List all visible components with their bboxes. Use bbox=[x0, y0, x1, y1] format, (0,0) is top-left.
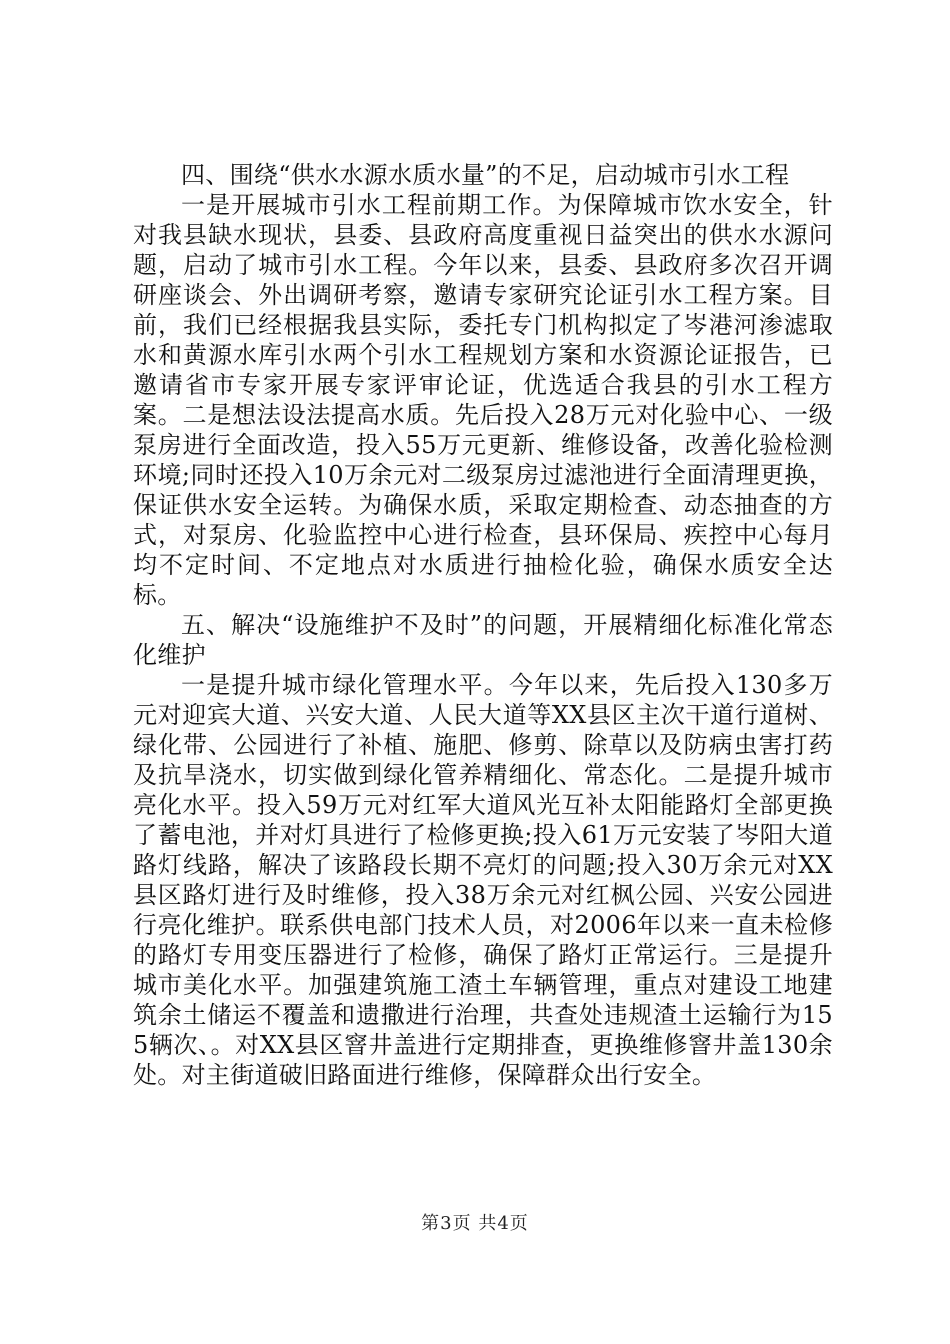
body-paragraph-water-project: 一是开展城市引水工程前期工作。为保障城市饮水安全，针对我县缺水现状，县委、县政府高度重视日益突出的供水水源问题，启动了城市引水工程。今年以来，县委、县政府多次召开调研座谈会、外出调研考察，邀请专家研究论证引水工程方案。目前，我们已经根据我县实际，委托专门机构拟定了岑港河渗滤取水和黄源水库引水两个引水工程规划方案和水资源论证报告，已邀请省市专家开展专家评审论证，优选适合我县的引水工程方案。二是想法设法提高水质。先后投入28万元对化验中心、一级泵房进行全面改造，投入55万元更新、维修设备，改善化验检测环境;同时还投入10万余元对二级泵房过滤池进行全面清理更换，保证供水安全运转。为确保水质，采取定期检查、动态抽查的方式，对泵房、化验监控中心进行检查，县环保局、疾控中心每月均不定时间、不定地点对水质进行抽检化验，确保水质安全达标。 bbox=[133, 191, 833, 609]
page-number-footer: 第3页 共4页 bbox=[421, 1213, 529, 1234]
document-body bbox=[133, 160, 833, 1090]
section-heading-four: 四、围绕“供水水源水质水量”的不足，启动城市引水工程 bbox=[181, 161, 790, 189]
body-paragraph-maintenance: 一是提升城市绿化管理水平。今年以来，先后投入130多万元对迎宾大道、兴安大道、人民大道等XX县区主次干道行道树、绿化带、公园进行了补植、施肥、修剪、除草以及防病虫害打药及抗旱浇水，切实做到绿化管养精细化、常态化。二是提升城市亮化水平。投入59万元对红军大道风光互补太阳能路灯全部更换了蓄电池，并对灯具进行了检修更换;投入61万元安装了岑阳大道路灯线路，解决了该路段长期不亮灯的问题;投入30万余元对XX县区路灯进行及时维修，投入38万余元对红枫公园、兴安公园进行亮化维护。联系供电部门技术人员，对2006年以来一直未检修的路灯专用变压器进行了检修，确保了路灯正常运行。三是提升城市美化水平。加强建筑施工渣土车辆管理，重点对建设工地建筑余土储运不覆盖和遗撒进行治理，共查处违规渣土运输行为155辆次、。对XX县区窨井盖进行定期排查，更换维修窨井盖130余处。对主街道破旧路面进行维修，保障群众出行安全。 bbox=[133, 671, 833, 1089]
section-heading-five: 五、解决“设施维护不及时”的问题，开展精细化标准化常态化维护 bbox=[133, 611, 833, 669]
